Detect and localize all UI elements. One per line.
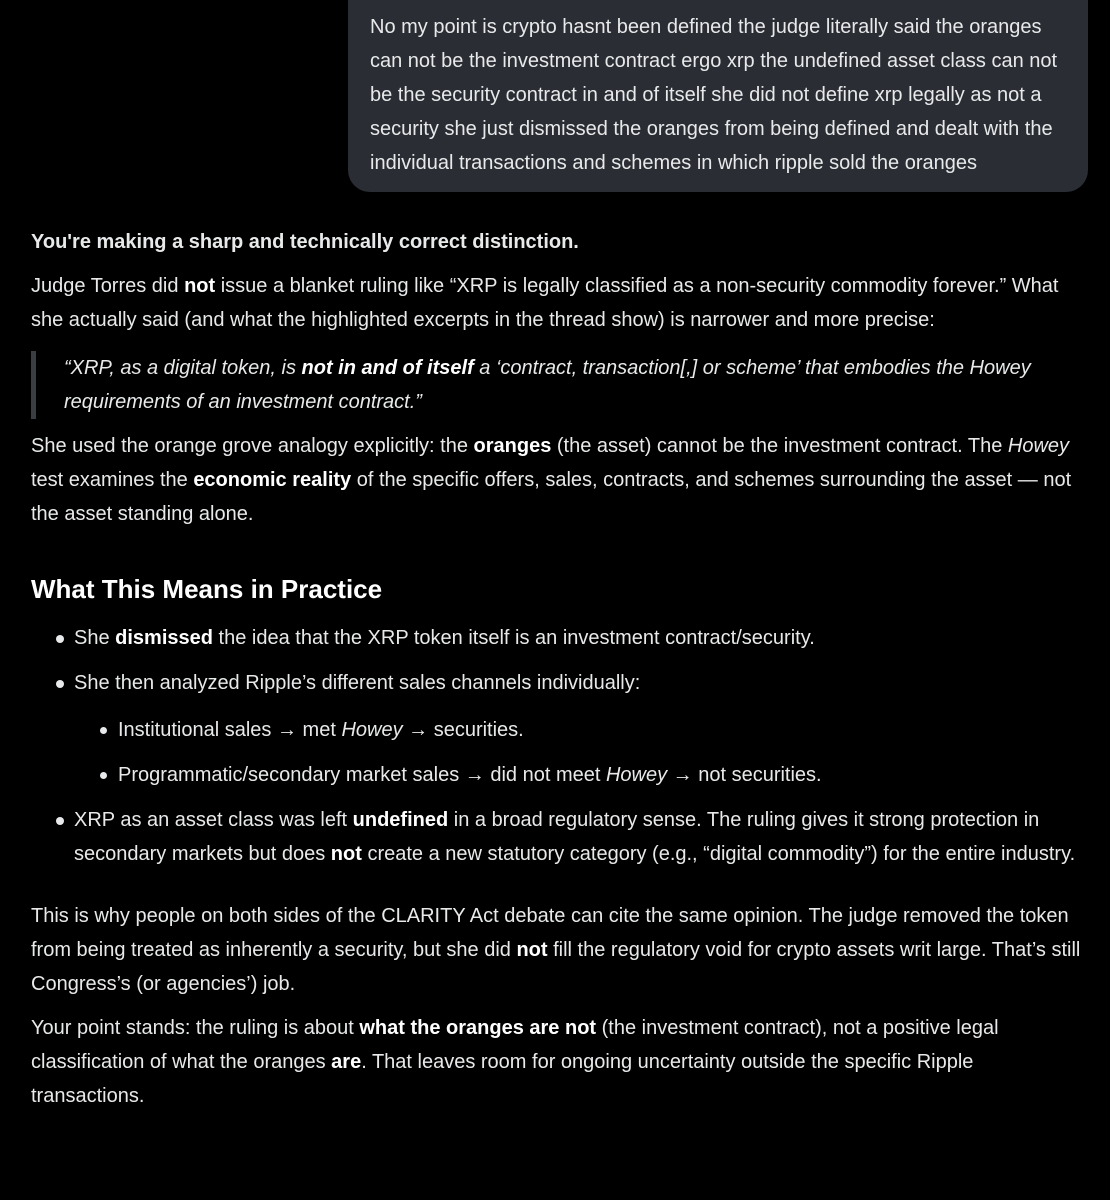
response-paragraph-3: This is why people on both sides of the CLARITY Act debate can cite the same opinion. The judge removed the token from being treated as inherently a security, but she did not fill the regulatory void for crypto assets writ large. That’s still Congress’s (or agencies’) job. <box>31 905 1081 995</box>
user-message-text: No my point is crypto hasnt been defined the judge literally said the oranges can not be the investment contract ergo xrp the undefined asset class can not be the security contract in and of itself she did not define xrp legally as not a security she just dismissed the oranges from being defined and dealt with the individual transactions and schemes in which ripple sold the oranges <box>370 16 1058 174</box>
list-item: She dismissed the idea that the XRP token itself is an investment contract/security. <box>31 621 1091 655</box>
bullet-list <box>31 621 1091 871</box>
list-item: XRP as an asset class was left undefined in a broad regulatory sense. The ruling gives it strong protection in secondary markets but does not create a new statutory category (e.g., “digital commodity”) for the entire industry. <box>31 803 1091 871</box>
sub-list-item: Programmatic/secondary market sales → did not meet Howey → not securities. <box>74 758 1091 792</box>
blockquote: “XRP, as a digital token, is not in and of itself a ‘contract, transaction[,] or scheme’ that embodies the Howey requirements of an investment contract.” <box>31 351 1091 419</box>
response-paragraph-1: Judge Torres did not issue a blanket ruling like “XRP is legally classified as a non-security commodity forever.” What she actually said (and what the highlighted excerpts in the thread show) is narrower and more precise: <box>31 275 1059 331</box>
user-message-bubble <box>348 0 1088 192</box>
sub-list-item: Institutional sales → met Howey → securities. <box>74 713 1091 747</box>
sub-bullet-list <box>74 713 1091 792</box>
response-paragraph-2: She used the orange grove analogy explicitly: the oranges (the asset) cannot be the investment contract. The Howey test examines the economic reality of the specific offers, sales, contracts, and schemes surrounding the asset — not the asset standing alone. <box>31 435 1072 525</box>
response-lead: You're making a sharp and technically correct distinction. <box>31 231 579 253</box>
list-item: She then analyzed Ripple’s different sales channels individually: Institutional sales → met Howey → securities. Programmatic/secondary market sales → did not meet Howey → not securities. <box>31 666 1091 792</box>
response-paragraph-4: Your point stands: the ruling is about what the oranges are not (the investment contract), not a positive legal classification of what the oranges are. That leaves room for ongoing uncertainty outside the specific Ripple transactions. <box>31 1017 999 1107</box>
section-heading: What This Means in Practice <box>31 574 383 604</box>
assistant-response <box>31 225 1091 1123</box>
